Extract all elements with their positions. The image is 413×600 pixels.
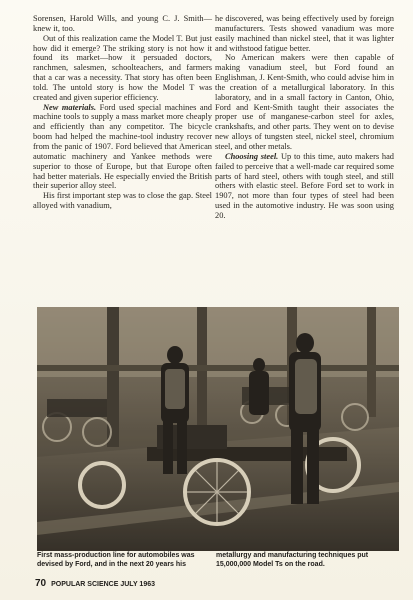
paragraph: Sorensen, Harold Wills, and young C. J. Smith—knew it, too. (33, 14, 212, 33)
page-footer (35, 578, 155, 589)
paragraph (33, 103, 212, 192)
photo-caption-left: First mass-production line for automobiles was devised by Ford, and in the next 20 years his (37, 552, 195, 568)
running-head: POPULAR SCIENCE JULY 1963 (51, 581, 155, 588)
paragraph: Out of this realization came the Model T. But just how did it emerge? The striking story is not how it found its market—how it persuaded doctors, ranchmen, salesmen, schoolteachers, and farmers that a car was a necessity. That story has often been told. The untold story is how the Model T was created and given superior efficiency. (33, 33, 212, 102)
paragraph: No American makers were then capable of making vanadium steel, but Ford found an Englishman, J. Kent-Smith, who could advise him in the creation of a metallurgical laboratory. In this laboratory, and in a small factory in Canton, Ohio, Ford and Kent-Smith taught their associates the proper use of manganese-carbon steel for axles, crankshafts, and other parts. They went on to devise new alloys of tungsten steel, nickel steel, chromium steel, and other metals. (215, 53, 394, 151)
section-lead: New materials. (43, 102, 97, 112)
section-lead: Choosing steel. (225, 151, 279, 161)
paragraph: His first important step was to close the gap. Steel alloyed with vanadium, (33, 191, 212, 211)
text-column-left (33, 14, 212, 211)
paragraph (215, 152, 394, 221)
assembly-line-photo (37, 307, 399, 551)
paragraph: he discovered, was being effectively used by foreign manufacturers. Tests showed vanadium was more easily machined than nickel steel, that it was lighter and withstood fatigue better. (215, 14, 394, 53)
photo-caption-right: metallurgy and manufacturing techniques put 15,000,000 Model Ts on the road. (216, 552, 369, 568)
page-number: 70 (35, 578, 47, 589)
text-column-right (215, 14, 394, 221)
paragraph-text: Up to this time, auto makers had failed to perceive that a well-made car required some parts of hard steel, others with tough steel, and still others with elastic steel. Before Ford set to work in 1907, not more than four types of steel had been used in the automotive industry. He was soon using 20. (215, 151, 394, 220)
paragraph-text: Ford used special machines and machine tools to supply a mass market more cheaply and efficiently than any competitor. The bicycle boom had helped the machine-tool industry recover from the panic of 1907. Ford believed that American automatic machinery and Yankee methods were superior to those of Europe, but that Europe often had better materials. He especially envied the British their superior alloy steel. (33, 102, 212, 191)
